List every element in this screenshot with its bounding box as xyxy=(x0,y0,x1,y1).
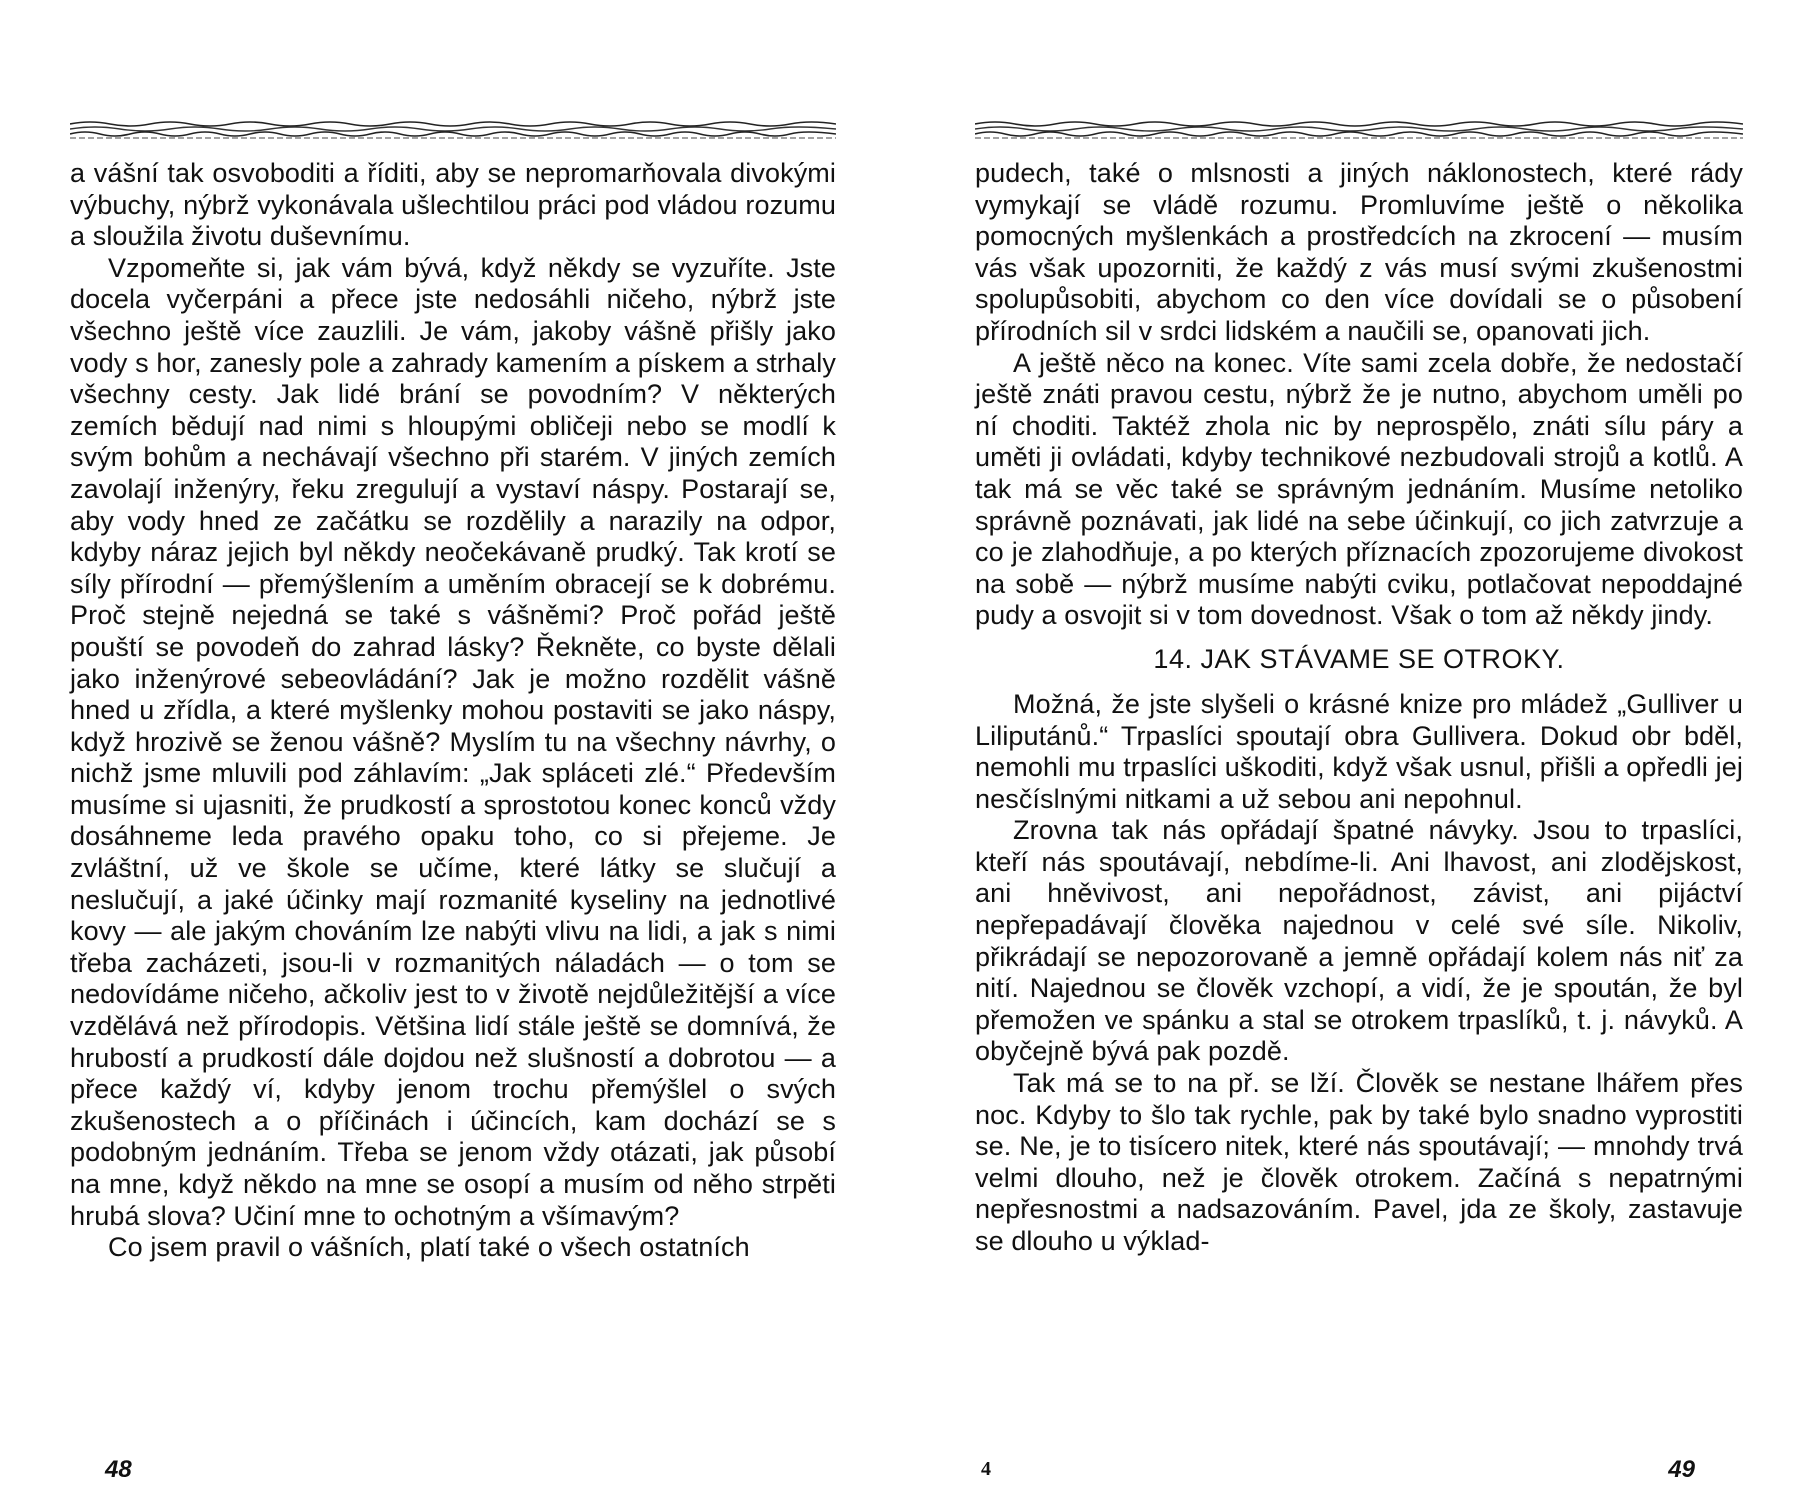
chapter-heading: 14. JAK STÁVAME SE OTROKY. xyxy=(1153,643,1565,674)
header-ornament-right xyxy=(975,118,1743,140)
header-ornament-left xyxy=(70,118,836,140)
left-page xyxy=(70,0,836,1500)
page-number-right: 49 xyxy=(1668,1456,1695,1483)
right-paragraph-1: pudech, také o mlsnosti a jiných náklonostech, které rády vymykají se vládě rozumu. Promluvíme ještě o několika pomocných myšlenkách a prostředcích na zkrocení — musím vás však upozorniti, že každý z vás musí svými zkušenostmi spolupůsobiti, abychom co den více dovídali se o působení přírodních sil v srdci lidském a naučili se, opanovati jich. xyxy=(975,158,1743,346)
right-paragraph-4: Zrovna tak nás opřádají špatné návyky. Jsou to trpaslíci, kteří nás spoutávají, nebdíme-li. Ani lhavost, ani zlodějskost, ani hněvivost, ani nepořádnost, závist, ani pijáctví nepřepadávají člověka najednou v celé své síle. Nikoliv, přikrádají se nepozorovaně a jemně opřádají kolem nás niť za nití. Najednou se člověk vzchopí, a vidí, že je spoután, že byl přemožen ve spánku a stal se otrokem trpaslíků, t. j. návyků. A obyčejně bývá pak pozdě. xyxy=(975,815,1743,1067)
right-paragraph-5: Tak má se to na př. se lží. Člověk se nestane lhářem přes noc. Kdyby to šlo tak rychle, pak by také bylo snadno vyprostiti se. Ne, je to tisícero nitek, které nás spoutávají; — mnohdy trvá velmi dlouho, než je člověk otrokem. Začíná s nepatrnými nepřesnostmi a nadsazováním. Pavel, jda ze školy, zastavuje se dlouho u výklad- xyxy=(975,1068,1743,1256)
left-paragraph-3: Co jsem pravil o vášních, platí také o všech ostatních xyxy=(108,1232,750,1263)
page-number-left: 48 xyxy=(105,1456,132,1483)
right-paragraph-3: Možná, že jste slyšeli o krásné knize pro mládež „Gulliver u Liliputánů.“ Trpaslíci spoutají obra Gullivera. Dokud obr bděl, nemohli mu trpaslíci uškoditi, když však usnul, přišli a opředli jej nesčíslnými nitkami a už sebou ani nepohnul. xyxy=(975,688,1743,814)
left-text-block xyxy=(70,158,836,1264)
right-page xyxy=(975,0,1743,1500)
left-paragraph-1: a vášní tak osvoboditi a říditi, aby se nepromarňovala divokými výbuchy, nýbrž vykonávala ušlechtilou práci pod vládou rozumu a sloužila životu duševnímu. xyxy=(70,158,836,252)
right-text-block xyxy=(975,158,1743,1258)
signature-mark: 4 xyxy=(981,1458,991,1480)
right-paragraph-2: A ještě něco na konec. Víte sami zcela dobře, že nedostačí ještě znáti pravou cestu, nýbrž že je nutno, abychom uměli po ní choditi. Taktéž zhola nic by neprospělo, znáti sílu páry a uměti ji ovládati, kdyby technikové nezbudovali strojů a kotlů. A tak má se věc také se správným jednáním. Musíme netoliko správně poznávati, jak lidé na sebe účinkují, co jich zatvrzuje a co je zlahodňuje, a po kterých příznacích zpozorujeme divokost na sobě — nýbrž musíme nabýti cviku, potlačovat nepoddajné pudy a osvojit si v tom dovednost. Však o tom až někdy jindy. xyxy=(975,347,1743,631)
left-paragraph-2: Vzpomeňte si, jak vám bývá, když někdy se vyzuříte. Jste docela vyčerpáni a přece jste nedosáhli ničeho, nýbrž jste všechno ještě více zauzlili. Je vám, jakoby vášně přišly jako vody s hor, zanesly pole a zahrady kamením a pískem a strhaly všechny cesty. Jak lidé brání se povodním? V některých zemích bědují nad nimi s hloupými obličeji nebo se modlí k svým bohům a nechávají všechno při starém. V jiných zemích zavolají inženýry, řeku zregulují a vystaví náspy. Postarají se, aby vody hned ze začátku se rozdělily a narazily na odpor, kdyby náraz jejich byl někdy neočekávaně prudký. Tak krotí se síly přírodní — přemýšlením a uměním obracejí se k dobrému. Proč stejně nejedná se také s vášněmi? Proč pořád ještě pouští se povodeň do zahrad lásky? Řekněte, co byste dělali jako inženýrové sebeovládání? Jak je možno rozdělit vášně hned u zřídla, a které myšlenky mohou postaviti se jako náspy, když hrozivě se ženou vášně? Myslím tu na všechny návrhy, o nichž jsme mluvili pod záhlavím: „Jak spláceti zlé.“ Především musíme si ujasniti, že prudkostí a sprostotou konec konců vždy dosáhneme leda pravého opaku toho, co si přejeme. Je zvláštní, už ve škole se učíme, které látky se slučují a neslučují, a jaké účinky mají rozmanité kyseliny na jednotlivé kovy — ale jakým chováním lze nabýti vlivu na lidi, a jak s nimi třeba zacházeti, jsou-li v rozmanitých náladách — o tom se nedovídáme ničeho, ačkoliv jest to v životě nejdůležitější a více vzdělává než přírodopis. Většina lidí stále ještě se domnívá, že hrubostí a prudkostí dále dojdou než slušností a dobrotou — a přece každý ví, kdyby jenom trochu přemýšlel o svých zkušenostech a o příčinách i účincích, kam dochází se s podobným jednáním. Třeba se jenom vždy otázati, jak působí na mne, když někdo na mne se osopí a musím od něho strpěti hrubá slova? Učiní mne to ochotným a všímavým? xyxy=(70,252,836,1231)
